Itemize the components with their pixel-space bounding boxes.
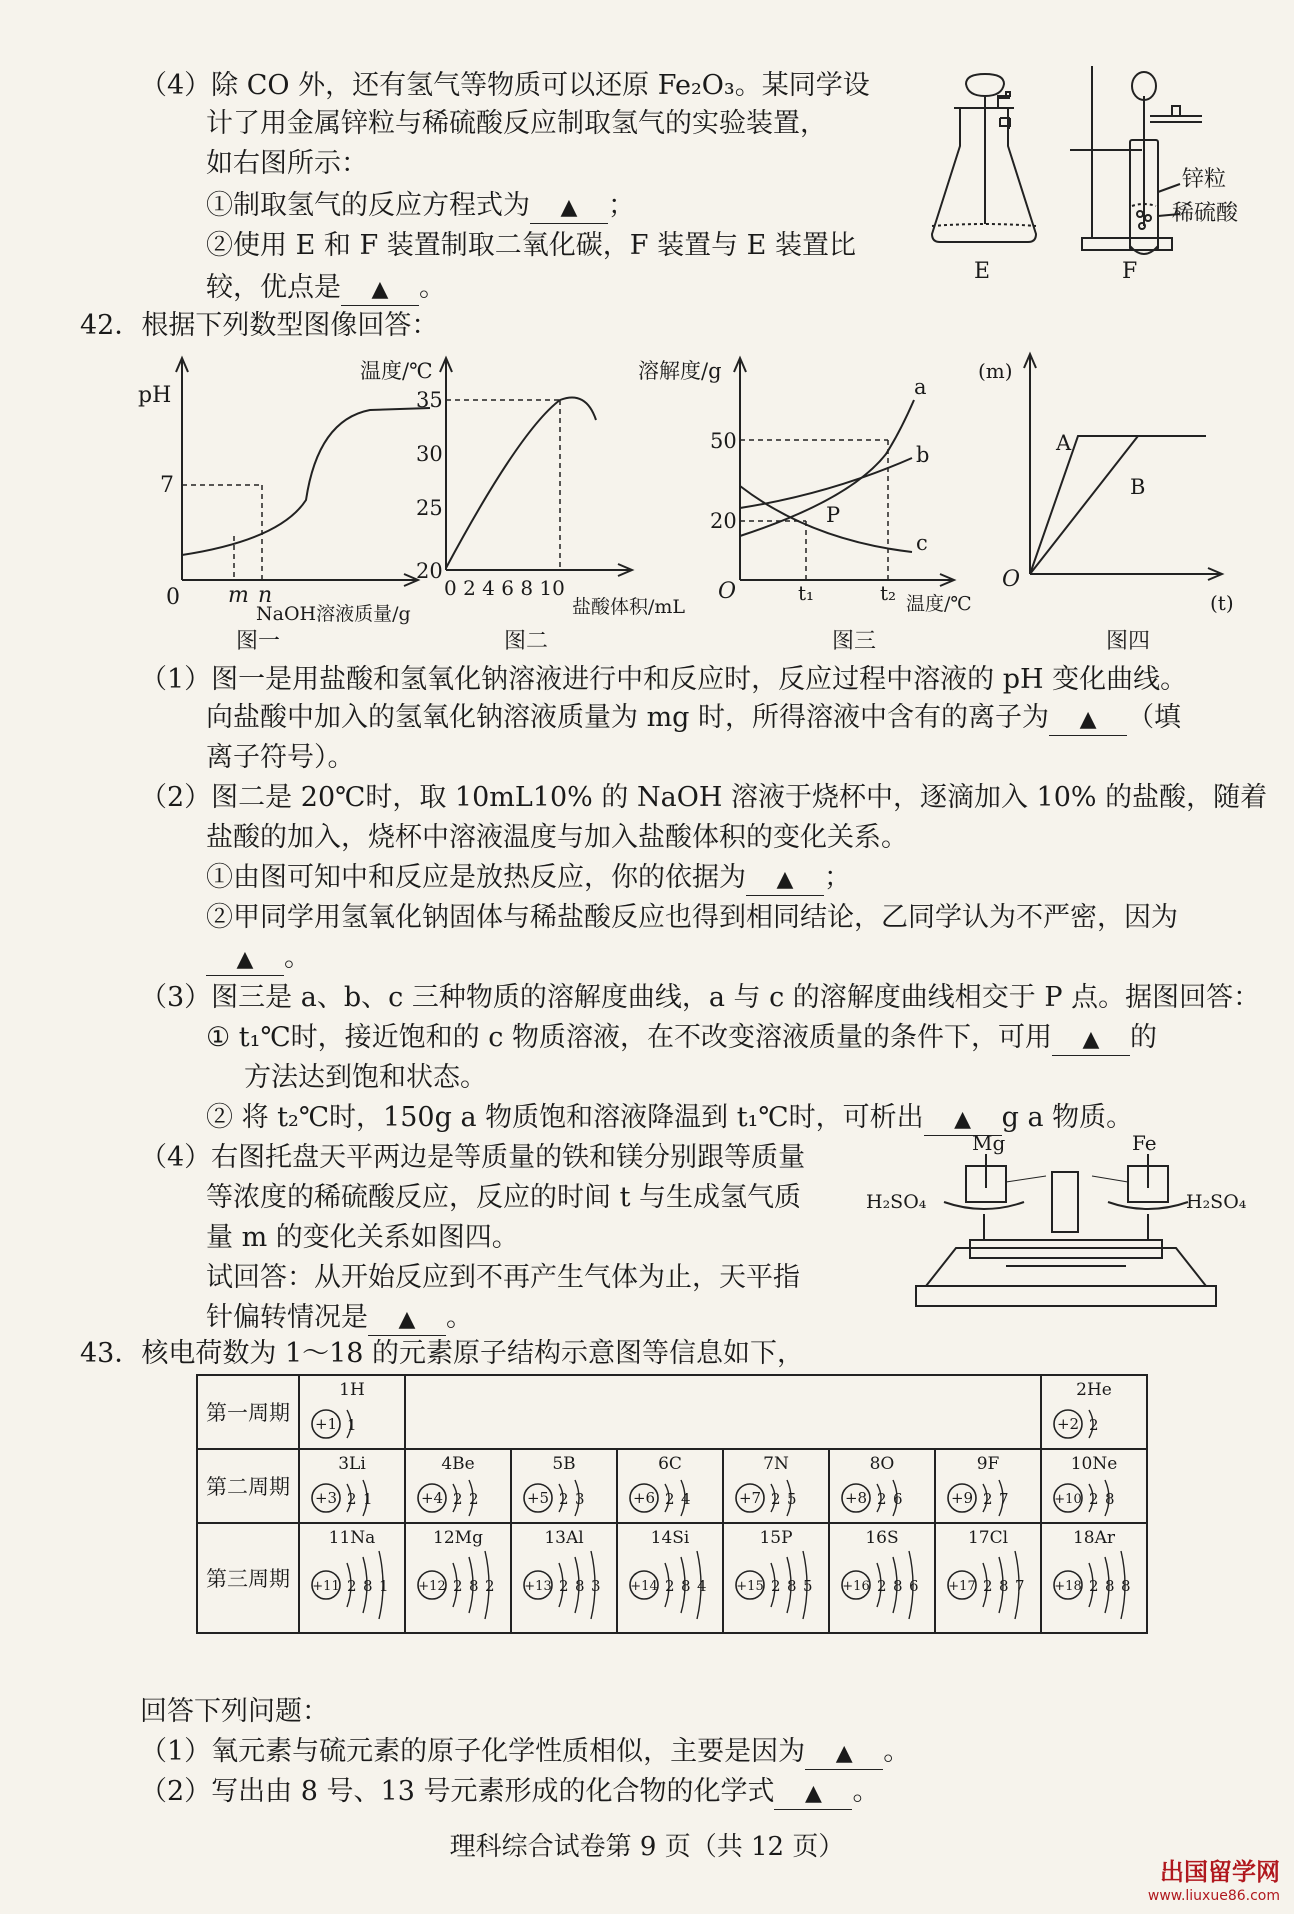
element-symbol: 1H [339,1380,365,1400]
fig2-caption: 图二 [504,629,549,654]
q42-p1-l1: （1）图一是用盐酸和氢氧化钠溶液进行中和反应时，反应过程中溶液的 pH 变化曲线。 [140,664,1188,695]
atom-structure-diagram [938,1550,1038,1620]
electron-count: 2 [1089,1416,1099,1434]
fig4-label-b: B [1130,475,1146,499]
apparatus-diagram [910,56,1270,296]
electron-count: 5 [803,1577,813,1595]
answer-blank[interactable]: ▲ [805,1737,883,1770]
fig1-caption: 图一 [236,629,281,654]
electron-count: 8 [893,1577,903,1595]
element-cell [511,1523,617,1633]
fig1-origin: 0 [166,585,180,610]
element-cell [1041,1523,1147,1633]
balance-diagram [866,1131,1256,1326]
fig3-ylabel: 溶解度/g [638,359,722,383]
fig3-label-a: a [914,375,927,399]
q41-4-item2b: 较，优点是 ▲ 。 [206,270,446,306]
electron-count: 2 [983,1490,993,1508]
fig2-ytick-35: 35 [416,388,443,412]
answer-blank[interactable]: ▲ [530,191,608,224]
atom-structure-diagram [514,1550,614,1620]
electron-count: 8 [1105,1577,1115,1595]
element-cell [299,1523,405,1633]
electron-count: 2 [347,1490,357,1508]
nucleus-charge: +11 [312,1579,340,1594]
element-symbol: 9F [976,1454,1000,1474]
answer-blank[interactable]: ▲ [774,1777,852,1810]
electron-count: 8 [1121,1577,1131,1595]
fig1-ylabel: pH [138,383,172,408]
label-f: F [1122,259,1138,284]
element-cell [935,1449,1041,1523]
nucleus-charge: +15 [736,1579,764,1594]
fig4-ylabel: (m) [978,359,1013,383]
element-cell [723,1449,829,1523]
electron-count: 2 [453,1577,463,1595]
period-label: 第二周期 [197,1449,299,1523]
element-symbol: 3Li [338,1454,366,1474]
answer-blank[interactable]: ▲ [341,273,419,306]
q41-4-line1: （4）除 CO 外，还有氢气等物质可以还原 Fe₂O₃。某同学设 [140,70,870,101]
atom-structure-diagram [302,1550,402,1620]
nucleus-charge: +16 [842,1579,870,1594]
electron-count: 8 [575,1577,585,1595]
figure-3 [630,350,972,654]
answer-blank[interactable]: ▲ [1049,703,1127,736]
nucleus-charge: +2 [1056,1415,1080,1433]
nucleus-charge: +17 [948,1579,976,1594]
electron-count: 8 [787,1577,797,1595]
nucleus-charge: +18 [1054,1579,1082,1594]
q42-p2-l3: ①由图可知中和反应是放热反应，你的依据为 ▲ ； [206,860,851,896]
figure-4 [970,350,1260,654]
atom-structure-diagram [832,1476,932,1520]
nucleus-charge: +14 [630,1579,658,1594]
element-symbol: 18Ar [1072,1528,1116,1548]
period-1-row [197,1375,1147,1449]
q43-answer-intro: 回答下列问题： [140,1696,329,1727]
fig2-xticks: 0 2 4 6 8 10 [444,576,565,600]
q42-p3-l4: ② 将 t₂℃时，150g a 物质饱和溶液降温到 t₁℃时，可析出 ▲ g a 物质。 [206,1100,1133,1136]
fig1-xlabel: NaOH溶液质量/g [256,603,411,625]
q42-p4-l2: 等浓度的稀硫酸反应，反应的时间 t 与生成氢气质 [206,1182,802,1213]
q42-p2-l1: （2）图二是 20℃时，取 10mL10% 的 NaOH 溶液于烧杯中，逐滴加入 10% 的盐酸，随着 [140,782,1268,813]
answer-blank[interactable]: ▲ [206,943,284,976]
q42-p3-l1: （3）图三是 a、b、c 三种物质的溶解度曲线，a 与 c 的溶解度曲线相交于 P 点。据图回答： [140,982,1261,1013]
nucleus-charge: +13 [524,1579,552,1594]
nucleus-charge: +3 [314,1489,338,1507]
electron-count: 2 [1089,1490,1099,1508]
element-symbol: 16S [865,1528,899,1548]
electron-count: 3 [591,1577,601,1595]
electron-count: 2 [1089,1577,1099,1595]
element-cell [405,1449,511,1523]
periodic-table [196,1374,1148,1634]
label-acid: 稀硫酸 [1172,201,1239,226]
q42-p1-l2: 向盐酸中加入的氢氧化钠溶液质量为 mg 时，所得溶液中含有的离子为 ▲ （填 [206,700,1181,736]
fig3-xlabel: 温度/℃ [906,593,972,615]
nucleus-charge: +6 [632,1489,656,1507]
fig4-origin: O [1002,567,1021,592]
q42-p3-l2: ① t₁℃时，接近饱和的 c 物质溶液，在不改变溶液质量的条件下，可用 ▲ 的 [206,1020,1157,1056]
nucleus-charge: +7 [738,1489,762,1507]
q41-4-line3: 如右图所示： [206,148,368,179]
q43-title: 43．核电荷数为 1～18 的元素原子结构示意图等信息如下， [80,1338,805,1369]
electron-count: 1 [379,1577,389,1595]
element-cell [1041,1449,1147,1523]
element-symbol: 7N [763,1454,789,1474]
element-cell [723,1523,829,1633]
atom-structure-diagram [408,1476,508,1520]
electron-count: 8 [999,1577,1009,1595]
nucleus-charge: +9 [950,1489,974,1507]
element-symbol: 13Al [544,1528,584,1548]
fig2-ytick-30: 30 [416,442,443,466]
fig2-ylabel: 温度/℃ [360,359,433,383]
element-symbol: 6C [658,1454,682,1474]
electron-count: 6 [893,1490,903,1508]
q42-title: 42．根据下列数型图像回答： [80,310,439,341]
atom-structure-diagram [620,1550,720,1620]
fig4-caption: 图四 [1106,629,1151,654]
atom-structure-diagram [302,1476,402,1520]
electron-count: 2 [877,1577,887,1595]
q43-a1: （1）氧元素与硫元素的原子化学性质相似，主要是因为 ▲ 。 [140,1734,910,1770]
element-cell [299,1449,405,1523]
electron-count: 7 [999,1490,1009,1508]
q42-p4-l4: 试回答：从开始反应到不再产生气体为止，天平指 [206,1262,800,1293]
element-cell [935,1523,1041,1633]
electron-count: 2 [453,1490,463,1508]
element-symbol: 2He [1076,1380,1112,1400]
nucleus-charge: +10 [1054,1492,1082,1507]
label-zinc: 锌粒 [1182,167,1227,192]
fig3-caption: 图三 [832,629,877,654]
electron-count: 3 [575,1490,585,1508]
nucleus-charge: +5 [526,1489,550,1507]
balance-fe: Fe [1132,1131,1157,1155]
period-3-row [197,1523,1147,1633]
fig2-ytick-20: 20 [416,559,443,583]
element-symbol: 5B [552,1454,576,1474]
watermark-logo: 出国留学网 www.liuxue86.com [1147,1858,1280,1904]
fig1-xtick-n: n [258,583,273,608]
fig4-xlabel: (t) [1210,591,1234,615]
fig3-ytick-20: 20 [710,509,737,533]
element-cell [829,1449,935,1523]
balance-acid-right: H₂SO₄ [1186,1191,1247,1213]
electron-count: 2 [771,1577,781,1595]
atom-structure-diagram [726,1550,826,1620]
element-cell [617,1523,723,1633]
electron-count: 2 [347,1577,357,1595]
q42-p3-l3: 方法达到饱和状态。 [244,1062,487,1093]
fig1-xtick-m: m [228,583,249,608]
electron-count: 2 [771,1490,781,1508]
period-label: 第一周期 [197,1375,299,1449]
atom-structure-diagram [832,1550,932,1620]
electron-count: 1 [363,1490,373,1508]
electron-count: 5 [787,1490,797,1508]
element-symbol: 12Mg [433,1528,483,1548]
q42-p4-l3: 量 m 的变化关系如图四。 [206,1222,519,1253]
electron-count: 2 [665,1577,675,1595]
element-symbol: 14Si [650,1528,690,1548]
fig3-label-b: b [916,443,930,467]
fig3-xtick-t1: t₁ [798,581,815,605]
fig3-label-c: c [916,531,928,555]
electron-count: 8 [1105,1490,1115,1508]
atom-structure-diagram [302,1402,402,1446]
element-symbol: 11Na [328,1528,376,1548]
temperature-curve [446,398,596,569]
electron-count: 2 [559,1490,569,1508]
electron-count: 2 [665,1490,675,1508]
electron-count: 2 [485,1577,495,1595]
nucleus-charge: +1 [314,1415,338,1433]
q42-p2-l4: ②甲同学用氢氧化钠固体与稀盐酸反应也得到相同结论，乙同学认为不严密，因为 [206,902,1178,933]
nucleus-charge: +8 [844,1489,868,1507]
q41-4-item2: ②使用 E 和 F 装置制取二氧化碳，F 装置与 E 装置比 [206,230,856,261]
answer-blank[interactable]: ▲ [1052,1023,1130,1056]
electron-count: 2 [469,1490,479,1508]
nucleus-charge: +12 [418,1579,446,1594]
element-cell [1041,1375,1147,1449]
q42-p2-l5: ▲ 。 [206,940,311,976]
answer-blank[interactable]: ▲ [746,863,824,896]
element-symbol: 8O [869,1454,895,1474]
electron-count: 4 [681,1490,691,1508]
atom-structure-diagram [938,1476,1038,1520]
balance-acid-left: H₂SO₄ [866,1191,927,1213]
period-2-row [197,1449,1147,1523]
fig1-ytick: 7 [160,473,174,498]
element-symbol: 17Cl [967,1528,1009,1548]
electron-count: 7 [1015,1577,1025,1595]
element-symbol: 10Ne [1070,1454,1118,1474]
q42-p4-l1: （4）右图托盘天平两边是等质量的铁和镁分别跟等质量 [140,1142,806,1173]
electron-count: 2 [983,1577,993,1595]
label-e: E [974,259,991,284]
fig2-ytick-25: 25 [416,496,443,520]
page-footer: 理科综合试卷第 9 页（共 12 页） [449,1832,845,1862]
answer-blank[interactable]: ▲ [368,1303,446,1336]
q43-a2: （2）写出由 8 号、13 号元素形成的化合物的化学式 ▲ 。 [140,1774,879,1810]
fig3-xtick-t2: t₂ [880,581,897,605]
fig3-label-p: P [826,503,841,527]
q42-p4-l5: 针偏转情况是 ▲ 。 [206,1300,473,1336]
electron-count: 8 [681,1577,691,1595]
element-cell [617,1449,723,1523]
atom-structure-diagram [408,1550,508,1620]
fig2-xlabel: 盐酸体积/mL [572,596,686,618]
element-cell [405,1523,511,1633]
q41-4-line2: 计了用金属锌粒与稀硫酸反应制取氢气的实验装置， [206,108,827,139]
q42-p2-l2: 盐酸的加入，烧杯中溶液温度与加入盐酸体积的变化关系。 [206,822,908,853]
period-label: 第三周期 [197,1523,299,1633]
atom-structure-diagram [514,1476,614,1520]
electron-count: 1 [347,1416,357,1434]
element-cell [829,1523,935,1633]
electron-count: 8 [363,1577,373,1595]
fig3-ytick-50: 50 [710,429,737,453]
electron-count: 2 [559,1577,569,1595]
atom-structure-diagram [1044,1550,1144,1620]
atom-structure-diagram [726,1476,826,1520]
line-b [1030,436,1138,574]
electron-count: 6 [909,1577,919,1595]
q42-p1-l3: 离子符号）。 [206,742,355,773]
electron-count: 2 [877,1490,887,1508]
atom-structure-diagram [1044,1476,1144,1520]
fig4-label-a: A [1056,431,1072,455]
flask-e [932,74,1036,242]
q41-4-item1: ①制取氢气的反应方程式为 ▲ ； [206,188,635,224]
electron-count: 4 [697,1577,707,1595]
balance-mg: Mg [972,1131,1006,1155]
atom-structure-diagram [1044,1402,1144,1446]
element-cell [511,1449,617,1523]
element-symbol: 15P [759,1528,793,1548]
element-symbol: 4Be [441,1454,475,1474]
electron-count: 8 [469,1577,479,1595]
fig3-origin: O [718,579,737,604]
line-a [1030,436,1206,574]
answer-blank[interactable]: ▲ [924,1103,1002,1136]
element-cell [299,1375,405,1449]
atom-structure-diagram [620,1476,720,1520]
nucleus-charge: +4 [420,1489,444,1507]
